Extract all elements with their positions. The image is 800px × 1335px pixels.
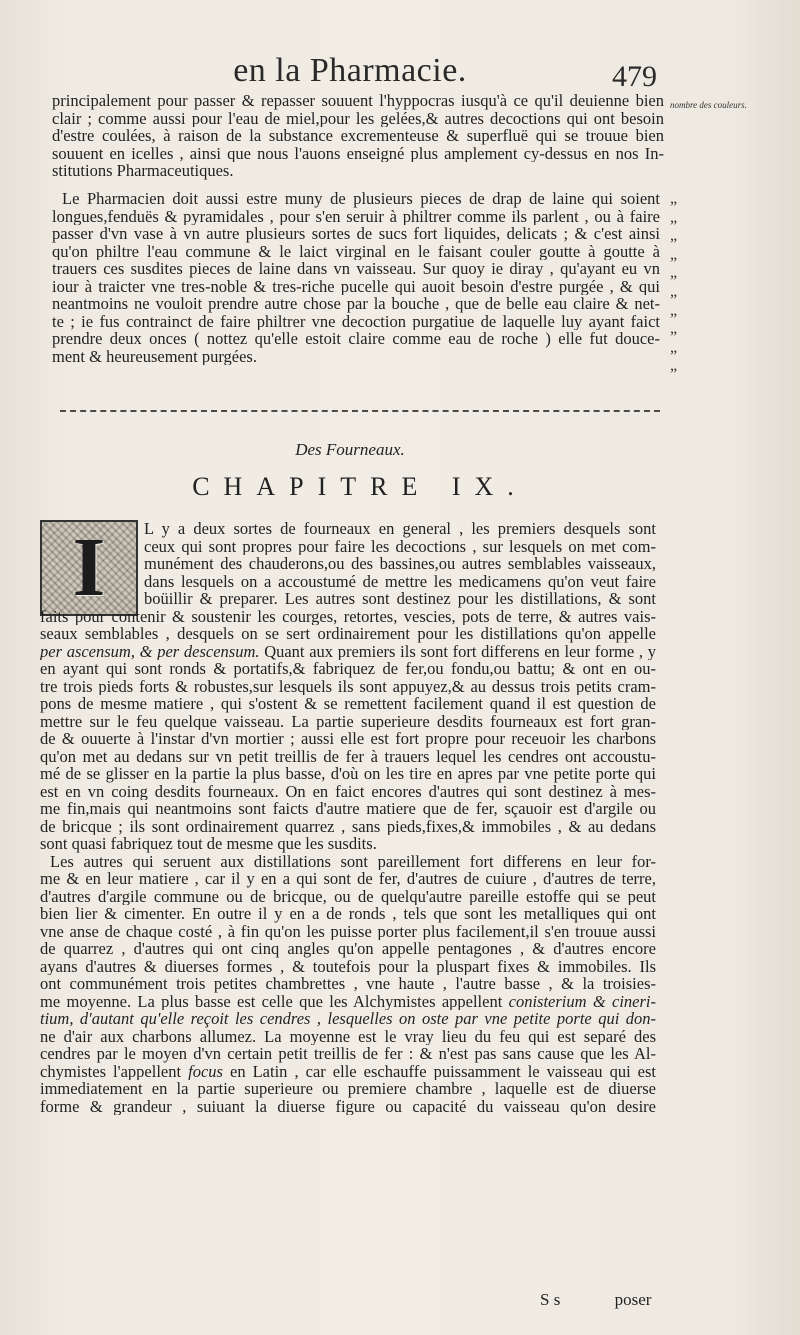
text-line: me & en leur matiere , car il y en a qui sont de fer, d'autres de cuiure , d'autres de terre, [40,870,656,888]
section-title: Des Fourneaux. [295,440,405,459]
text-line: munément des chauderons,ou des bassines,ou autres semblables vaisseaux, [144,555,656,573]
text-line: longues,fenduës & pyramidales , pour s'en seruir à philtrer comme ils parlent , ou à faire [52,207,660,225]
latin-term: per ascensum, & per descensum. [40,642,260,660]
text-line: prendre deux onces ( nottez qu'elle estoit claire comme eau de roche ) elle fut douce- [52,330,660,348]
page-footer [540,1290,680,1310]
text-line: ont communément trois petites chambrettes , vne haute , l'autre basse , & la troisies- [40,975,656,993]
paragraph-filtering-intro [52,92,664,180]
quote-mark: „ [670,338,678,356]
text-line: te ; ie fus contrainct de faire philtrer vne decoction purgatiue de laquelle luy ayant faict [52,312,660,330]
text-line: d'autres d'argile commune ou de bricque, ou de quelqu'autre pareille estoffe qui se peut [40,887,656,905]
text-line: trauers ces susdites pieces de laine dans vn vaisseau. Sur quoy ie diray , qu'ayant eu vn [52,260,660,278]
paragraph-wool-cloths [52,190,660,365]
text-line: mé de se glisser en la partie la plus basse, d'où on les tire en apres par vne petite porte qui [40,765,656,783]
text-line: forme & grandeur , suiuant la diuerse figure ou capacité du vaisseau qu'on desire [40,1097,656,1115]
text-run: chymistes l'appellent [40,1062,182,1080]
chapter-body [40,520,656,1115]
text-line: ayans d'autres & diuerses formes , & toutefois pour la pluspart fixes & immobiles. Ils [40,957,656,975]
text-line: clair ; comme aussi pour l'eau de miel,pour les gelées,& autres decoctions qui ont besoin [52,109,664,127]
text-line: Les autres qui seruent aux distillations sont pareillement fort differens en leur for- [50,852,656,870]
text-line: d'estre coulées, à raison de la substance excrementeuse & superfluë qui se trouue bien [52,127,664,145]
quotation-marks-column [670,190,684,376]
text-line: de bricque ; ils sont ordinairement quarrez , sans pieds,fixes,& immobiles , & au dedans [40,817,656,835]
text-line: principalement pour passer & repasser souuent l'hyppocras iusqu'à ce qu'il deuienne bien [52,92,664,110]
text-line: souuent en icelles , ainsi que nous l'auons enseigné plus amplement cy-dessus en nos In- [52,144,664,162]
text-line: vne anse de chaque costé , à fin qu'on les puisse porter plus facilement,il s'en trouue aussi [40,922,656,940]
text-line [40,643,656,661]
text-line: neantmoins ne vouloit prendre autre chose par la bouche , que de belle eau claire & net- [52,295,660,313]
text-line: passer d'vn vase à vn autre plusieurs sortes de sucs fort liquides, delicats ; & c'est ainsi [52,225,660,243]
quote-mark: „ [670,245,678,263]
text-line: seaux semblables , desquels on se sert ordinairement pour les distillations qu'on appelle [40,625,656,643]
quote-mark: „ [670,320,678,338]
text-run: me moyenne. La plus basse est celle que les Alchymistes appellent [40,992,503,1010]
text-line: ne d'air aux charbons allumez. La moyenne est le vray lieu du feu qui est separé des [40,1027,656,1045]
signature-mark: S s [540,1290,561,1309]
latin-term: conisterium & cineri- [508,992,656,1010]
latin-term: focus [188,1062,223,1080]
text-line: sont quasi fabriquez tout de mesme que les susdits. [40,835,377,853]
section-divider [60,410,660,412]
chapter-title: CHAPITRE IX. [192,472,528,501]
quote-mark: „ [670,208,678,226]
text-line: pons de mesme matiere , qui s'ostent & se remettent facilement quand il est question de [40,695,656,713]
running-head: en la Pharmacie. [233,52,467,89]
text-line [40,1010,656,1028]
text-line: stitutions Pharmaceutiques. [52,162,234,180]
dropcap-letter: I [72,521,106,614]
quote-mark: „ [670,301,678,319]
text-line: de & ouuerte à l'instar d'vn mortier ; aussi elle est fort propre pour receuoir les charbons [40,730,656,748]
text-line: faits pour contenir & soustenir les courges, retortes, vescies, pots de terre, & autres vais- [40,607,656,625]
text-run: en Latin , car elle eschauffe puissamment le vaisseau qui est [230,1062,656,1080]
text-line: mettre sur le feu quelque vaisseau. La partie superieure desdits fourneaux est fort gran- [40,712,656,730]
quote-mark: „ [670,357,678,375]
quote-mark: „ [670,282,678,300]
text-line: ceux qui sont propres pour faire les decoctions , sur lesquels on met com- [144,537,656,555]
text-line: en ayant qui sont ronds & portatifs,& fabriquez de fer,ou fondu,ou battu; & ont en ou- [40,660,656,678]
text-run: Quant aux premiers ils sont fort differens en leur forme , y [259,642,656,660]
text-line: tre trois pieds forts & robustes,sur lesquels ils sont appuyez,& au dessus trois petits cram- [40,677,656,695]
text-line: bien lier & cimenter. En outre il y en a de ronds , tels que sont les metalliques qui ont [40,905,656,923]
quote-mark: „ [670,227,678,245]
catchword: poser [614,1290,652,1309]
text-line: dans lesquels on a accoustumé de mettre les medicamens qu'on veut faire [144,572,656,590]
latin-term: tium, d'autant qu'elle reçoit les cendres , lesquelles on oste par vne petite porte qui don- [40,1010,656,1028]
text-line: iour à traicter vne tres-noble & tres-riche pucelle qui auoit besoin d'estre purgée , & qui [52,277,660,295]
text-line: cendres par le moyen d'vn certain petit treillis de fer : & n'est pas sans cause que les Al- [40,1045,656,1063]
text-line [40,1063,656,1081]
quote-mark: „ [670,190,678,207]
text-line: me fin,mais qui neantmoins sont faicts d'autre matiere que de fer, sçauoir est d'argile ou [40,800,656,818]
text-line: qu'on philtre l'eau commune & le laict virginal en le faisant couler goutte à goutte à [52,242,660,260]
text-line [40,993,656,1011]
page-number: 479 [612,60,657,93]
text-line: L y a deux sortes de fourneaux en general , les premiers desquels sont [144,520,656,538]
text-line: est en vn coing desdits fourneaux. On en faict encores d'autres qui sont destinez à mes- [40,782,656,800]
text-line: boüillir & preparer. Les autres sont destinez pour les distillations, & sont [144,590,656,608]
text-line: de quarrez , d'autres qui ont cinq angles qu'on appelle pentagones , & d'autres encore [40,940,656,958]
text-line: qu'on met au dedans sur vn petit treillis de fer à trauers lequel les cendres ont accoustu- [40,747,656,765]
quote-mark: „ [670,264,678,282]
text-line: Le Pharmacien doit aussi estre muny de plusieurs pieces de drap de laine qui soient [62,190,660,208]
margin-note: nombre des couleurs. [670,100,747,110]
text-line: ment & heureusement purgées. [52,347,257,365]
text-line: immediatement en la partie superieure ou premiere chambre , laquelle est de diuerse [40,1080,656,1098]
